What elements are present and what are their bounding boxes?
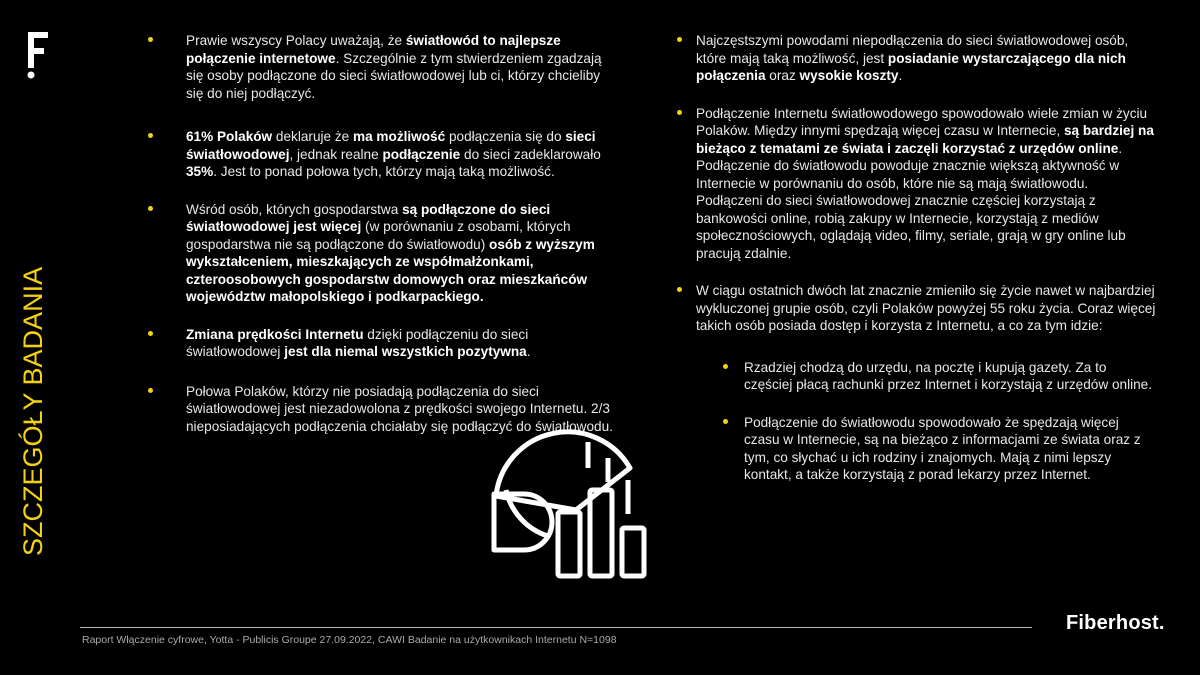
- chart-icon: [488, 428, 650, 583]
- left-bullet-list: [148, 32, 618, 435]
- left-bullet-5: Połowa Polaków, którzy nie posiadają podłączenia do sieci światłowodowej jest niezadowolona z prędkości swojego Internetu. 2/3 nieposiadających podłączenia chciałaby się podłączyć do światłowodu.: [148, 383, 618, 436]
- sub-bullet-list: [723, 359, 1157, 484]
- brand-logo-icon: [26, 30, 52, 80]
- left-bullet-3: Wśród osób, których gospodarstwa są podłączone do sieci światłowodowej jest więcej (w porównaniu z osobami, których gospodarstwa nie są podłączone do światłowodu) osób z wyższym wykształceniem, mieszkających ze współmałżonkami, czteroosobowych gospodarstw domowych oraz mieszkańców województw małopolskiego i podkarpackiego.: [148, 201, 618, 306]
- right-bullet-list: [677, 32, 1157, 484]
- brand-wordmark: Fiberhost.: [1066, 612, 1165, 634]
- left-bullet-1: Prawie wszyscy Polacy uważają, że światłowód to najlepsze połączenie internetowe. Szczególnie z tym stwierdzeniem zgadzają się osoby podłączone do sieci światłowodowej lub ci, którzy chcieliby się do niej podłączyć.: [148, 32, 618, 102]
- sub-bullet-2: Podłączenie do światłowodu spowodowało że spędzają więcej czasu w Internecie, są na bieżąco z informacjami ze świata oraz z tym, co słychać u ich rodziny i znajomych. Mają z nimi lepszy kontakt, a także korzystają z porad lekarzy przez Internet.: [723, 414, 1157, 484]
- left-bullet-2: 61% Polaków deklaruje że ma możliwość podłączenia się do sieci światłowodowej, jednak realne podłączenie do sieci zadeklarowało 35%. Jest to ponad połowa tych, którzy mają taką możliwość.: [148, 128, 618, 181]
- right-bullet-3: W ciągu ostatnich dwóch lat znacznie zmieniło się życie nawet w najbardziej wykluczonej grupie osób, czyli Polaków powyżej 55 roku życia. Coraz więcej takich osób posiada dostęp i korzysta z Internetu, a co za tym idzie:: [677, 282, 1157, 335]
- sub-bullet-1: Rzadziej chodzą do urzędu, na pocztę i kupują gazety. Za to częściej płacą rachunki przez Internet i korzystają z urzędów online.: [723, 359, 1157, 394]
- footer-source: Raport Włączenie cyfrowe, Yotta - Publicis Groupe 27.09.2022, CAWI Badanie na użytkownikach Internetu N=1098: [82, 634, 617, 646]
- left-bullet-4: Zmiana prędkości Internetu dzięki podłączeniu do sieci światłowodowej jest dla niemal wszystkich pozytywna.: [148, 326, 618, 361]
- footer-divider: [80, 627, 1032, 628]
- section-title: SZCZEGÓŁY BADANIA: [18, 266, 48, 556]
- right-bullet-1: Najczęstszymi powodami niepodłączenia do sieci światłowodowej osób, które mają taką możliwość, jest posiadanie wystarczającego dla nich połączenia oraz wysokie koszty.: [677, 32, 1157, 85]
- right-bullet-2: Podłączenie Internetu światłowodowego spowodowało wiele zmian w życiu Polaków. Między innymi spędzają więcej czasu w Internecie, są bardziej na bieżąco z tematami ze świata i zaczęli korzystać z urzędów online. Podłączenie do światłowodu powoduje znacznie większą aktywność w Internecie w porównaniu do osób, które nie są mają światłowodu. Podłączeni do sieci światłowodowej znacznie częściej korzystają z bankowości online, robią zakupy w Internecie, korzystają z mediów społecznościowych, oglądają video, filmy, seriale, grają w gry online lub pracują zdalnie.: [677, 105, 1157, 263]
